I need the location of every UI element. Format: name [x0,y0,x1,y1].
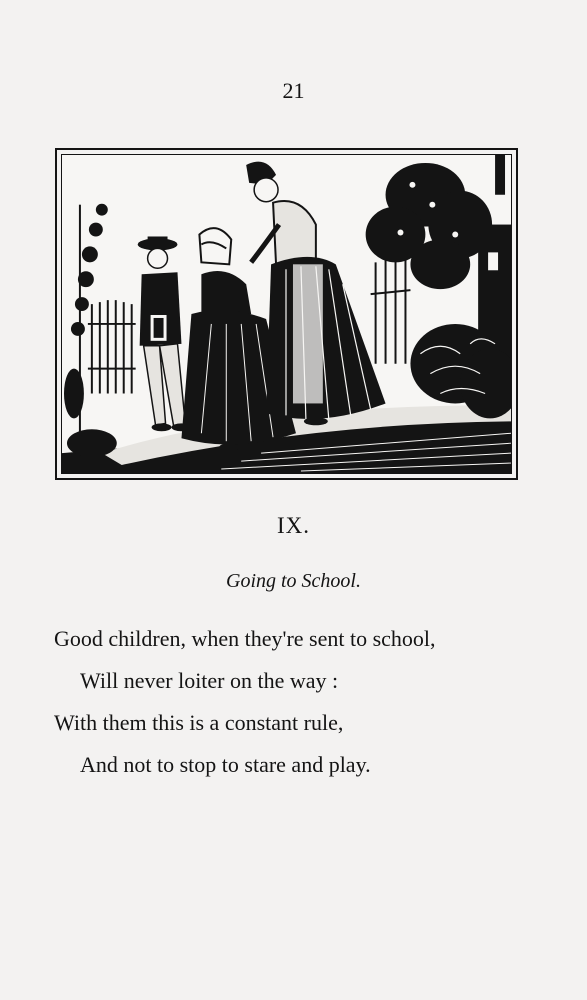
poem-line-3: With them this is a constant rule, [54,710,344,735]
poem-line-4: And not to stop to stare and play. [80,752,371,777]
poem-line-2: Will never loiter on the way : [80,668,339,693]
hollyhock [64,204,117,457]
fence-left [88,300,136,393]
page-number: 21 [282,78,305,103]
illustration-frame [61,154,512,474]
illustration-drawing [62,155,511,473]
woman [246,162,385,426]
poem-line-1: Good children, when they're sent to school, [54,626,436,651]
fence-right [371,250,411,363]
poem-title: Going to School. [226,570,361,592]
chapter-number: IX. [276,513,311,538]
boy [138,236,192,431]
woodcut-illustration [55,148,518,480]
